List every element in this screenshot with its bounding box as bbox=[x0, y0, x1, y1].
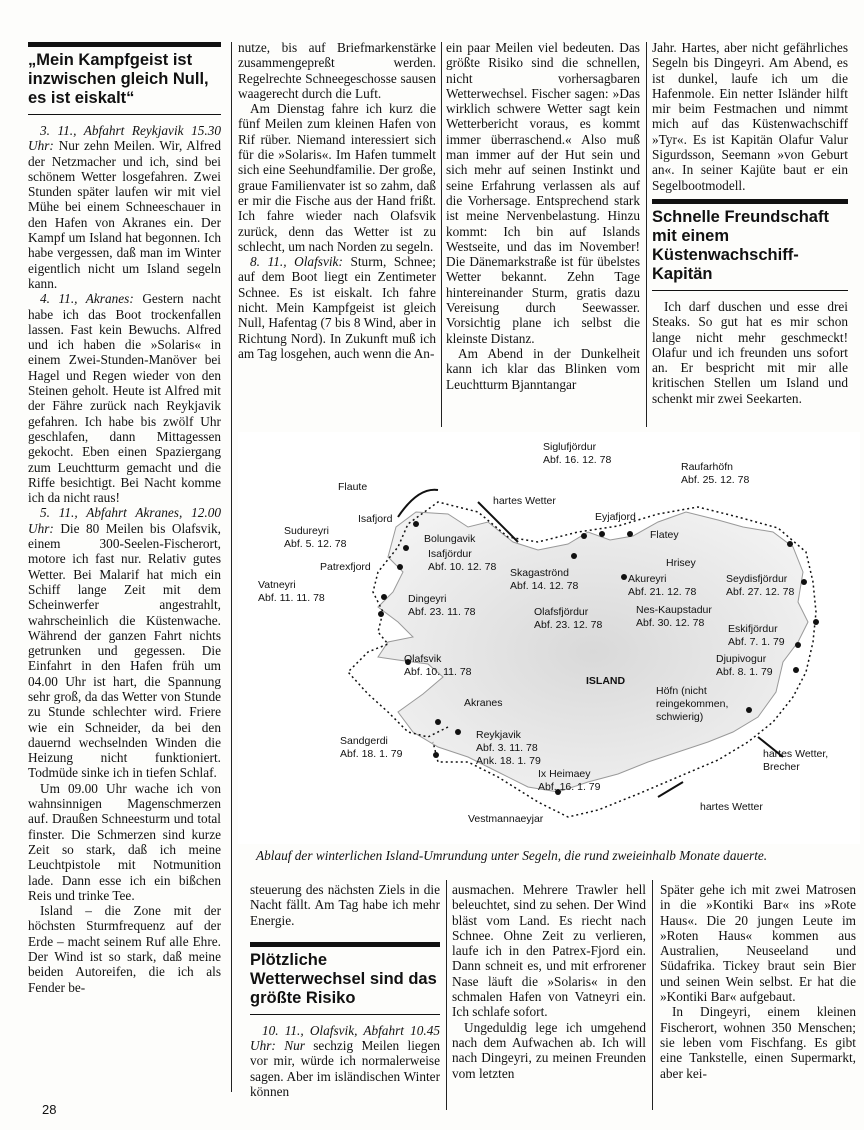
body-text: Jahr. Hartes, aber nicht gefährliches Segeln bis Dingeyri. Am Abend, es ist dunkel, laufe ich um die Hafenmole. Ein netter Isländer hilft mir beim Festmachen und nimmt mich auf das Küstenwachschiff »Tyr«. Es ist Kapitän Olafur Valur Sigurdsson, Seemann »von Geburt an«. In seiner Kajüte baut er ein Segelbootmodell. bbox=[652, 40, 848, 193]
column-4-bottom bbox=[660, 882, 856, 1081]
stop-name: Vatneyri bbox=[258, 579, 296, 591]
stop-name: Siglufjördur bbox=[543, 441, 597, 453]
body-text: ausmachen. Mehrere Trawler hell beleuchtet, sind zu sehen. Der Wind bläst vom Land. Es riecht nach Schnee. Ohne Zeit zu verlieren, laufe ich in den Patrex-Fjord ein. Dann schneit es, und mit erfrorener Nase läuft die »Solaris« in den schmalen Hafen von Vatneyri ein. Ich schlafe sofort. bbox=[452, 882, 646, 1020]
date-entry: 5. 11., Abfahrt Akranes, 12.00 Uhr: bbox=[28, 505, 221, 536]
stop-date: Abf. 7. 1. 79 bbox=[728, 636, 785, 648]
stop-name: Nes-Kaupstadur bbox=[636, 604, 712, 616]
column-2 bbox=[238, 40, 436, 361]
stop-date: Abf. 14. 12. 78 bbox=[510, 580, 579, 592]
date-entry: 4. 11., Akranes: bbox=[40, 291, 134, 307]
stop-date: Abf. 3. 11. 78 bbox=[476, 742, 538, 754]
map-svg bbox=[238, 432, 860, 844]
stop-date: Abf. 16. 1. 79 bbox=[538, 781, 601, 793]
stop-date: reingekommen, bbox=[656, 698, 729, 710]
body-text: Gestern nacht habe ich das Boot trockenfallen lassen. Fast kein Bewuchs. Alfred und ich haben die »Solaris« in einem Zwei-Stunden-Manöver bei Hagel und Regen wieder von den Steinen geholt. Heute ist Alfred mit der Fähre zurück nach Reykjavik gefahren. Ich habe bis zwölf Uhr geschlafen, dann Mittagessen gekocht. Eben einen Spaziergang zum Leuchtturm gemacht und die Riffe besichtigt. Bei Nacht komme ich da nicht raus! bbox=[28, 291, 222, 506]
stop-date: Abf. 23. 11. 78 bbox=[408, 606, 476, 618]
headline-wetterwechsel: Plötzliche Wetterwechsel sind das größte Risiko bbox=[250, 942, 440, 1015]
date-entry: 8. 11., Olafsvik: bbox=[250, 254, 343, 270]
body-text: Am Abend in der Dunkelheit kann ich klar das Blinken vom Leuchtturm Bjanntangar bbox=[446, 345, 640, 392]
stop-name: Skagaströnd bbox=[510, 567, 569, 579]
stop-name: Isafjördur bbox=[428, 548, 472, 560]
body-text: sechzig Meilen liegen vor mir, würde ich normalerweise sagen. Aber im isländischen Winter können bbox=[250, 1038, 440, 1100]
stop-name: Flatey bbox=[650, 529, 679, 541]
label-hartes-wetter-south: hartes Wetter bbox=[700, 801, 763, 813]
column-divider bbox=[646, 42, 647, 427]
date-entry: 10. 11., Olafsvik, Abfahrt 10.45 Uhr: Nur bbox=[250, 1022, 440, 1054]
stop-date: Ank. 18. 1. 79 bbox=[476, 755, 541, 767]
body-text: Sturm, Schnee; auf dem Boot liegt ein Zentimeter Schnee. Es ist eiskalt. Ich fahre nicht. Mein Kampfgeist ist gleich Null, Hafentag (7 bis 8 Wind, aber in Richtung Nord). In Zukunft muß ich am Tag losgehen, auch wenn die An- bbox=[238, 254, 436, 361]
stop-name: Sandgerdi bbox=[340, 735, 388, 747]
body-text: steuerung des nächsten Ziels in die Nacht fällt. Am Tag habe ich mehr Energie. bbox=[250, 882, 440, 928]
stop-name: Akureyri bbox=[628, 573, 667, 585]
label-brecher: Brecher bbox=[763, 761, 800, 773]
stop-name: Vestmannaeyjar bbox=[468, 813, 544, 825]
stop-name: Hrisey bbox=[666, 557, 696, 569]
stop-name: Eyjafjord bbox=[595, 511, 636, 523]
stop-date: Abf. 16. 12. 78 bbox=[543, 454, 612, 466]
column-2-bottom bbox=[250, 882, 440, 1099]
stop-date: Abf. 30. 12. 78 bbox=[636, 617, 705, 629]
stop-name: Isafjord bbox=[358, 513, 393, 525]
stop-name: Raufarhöfn bbox=[681, 461, 733, 473]
body-text: In Dingeyri, einem kleinen Fischerort, wohnen 350 Menschen; sie leben vom Fischfang. Es gibt eine Tankstelle, einen Supermarkt, aber kei- bbox=[660, 1004, 856, 1081]
stop-date: Abf. 8. 1. 79 bbox=[716, 666, 773, 678]
stop-name: Reykjavik bbox=[476, 729, 521, 741]
label-hartes-wetter: hartes Wetter bbox=[493, 495, 556, 507]
body-text: nutze, bis auf Briefmarkenstärke zusammengepreßt werden. Regelrechte Schneegeschosse sausen waagerecht durch die Luft. bbox=[238, 40, 436, 101]
stop-date: Abf. 10. 11. 78 bbox=[404, 666, 472, 678]
body-text: Später gehe ich mit zwei Matrosen in die »Kontiki Bar« ins »Rote Haus«. Die 20 jungen Leute im »Roten Haus« kommen aus Australien, Neuseeland und Südafrika. Tickey braut sein Bier und seinen Wein selbst. Er hat die »Kontiki Bar« aufgebaut. bbox=[660, 882, 856, 1005]
body-text: Am Dienstag fahre ich kurz die fünf Meilen zum kleinen Hafen von Rif rüber. Niemand interessiert sich für die »Solaris«. Im Hafen tummelt sich eine Seehundfamilie. Der große, graue Familienvater ist so zahm, daß er mir die Fische aus der Hand frißt. Ich fahre wieder nach Olafsvik zurück, denn das Wetter ist zu schlecht, um nach Norden zu segeln. bbox=[238, 101, 436, 254]
column-3-bottom bbox=[452, 882, 646, 1081]
label-hartes-wetter-brecher: hartes Wetter, bbox=[763, 748, 829, 760]
page-number: 28 bbox=[42, 1102, 57, 1117]
stop-date: Abf. 25. 12. 78 bbox=[681, 474, 750, 486]
body-text: ein paar Meilen viel bedeuten. Das größte Risiko sind die schnellen, nicht vorhersagbaren Wetterwechsel. Fischer sagen: »Das wirklich schwere Wetter sagt kein Wetterbericht voraus, es kommt immer überraschend.« Also muß man immer auf der Hut sein und sich mehr auf seinen Instinkt und seine Erfahrung verlassen als auf die Vorhersage. Entsprechend stark ist meine Nervenbelastung. Hinzu kommt: Ich bin auf Islands Westseite, und das im November! Die Dänemarkstraße ist für übelstes Wetter bekannt. Zehn Tage hintereinander Sturm, gratis dazu Vereisung durch Seewasser. Vorsichtig plane ich selbst die kleinste Distanz. bbox=[446, 40, 640, 346]
body-text: Ungeduldig lege ich umgehend nach dem Aufwachen ab. Ich will nach Dingeyri, zu meinen Freunden vom letzten bbox=[452, 1019, 646, 1081]
stop-name: Djupivogur bbox=[716, 653, 767, 665]
body-text: Die 80 Meilen bis Olafsvik, einem 300-Seelen-Fischerort, motore ich fast nur. Relativ gutes Wetter. Bei Malarif hat mich ein Schiff lange Zeit mit dem Scheinwerfer angestrahlt, wahrscheinlich die Küstenwache. Während der ganzen Fahrt nichts getrunken und gegessen. Die Einfahrt in den Hafen früh um 04.00 Uhr ist hart, die Spannung sehr groß, da das Wetter von Stunde zu Stunde schlechter wird. Friere wie ein Schneider, da bei den dauernd wechselnden Winden die Heizung nicht funktioniert. Todmüde sinke ich in tiefen Schlaf. bbox=[28, 520, 221, 781]
stop-date: Abf. 27. 12. 78 bbox=[726, 586, 795, 598]
map-caption: Ablauf der winterlichen Island-Umrundung unter Segeln, die rund zweieinhalb Monate dauerte. bbox=[256, 848, 768, 863]
column-divider bbox=[446, 880, 447, 1110]
stop-name: Sudureyri bbox=[284, 525, 329, 537]
headline-freundschaft: Schnelle Freundschaft mit einem Küstenwachschiff-Kapitän bbox=[652, 199, 848, 291]
stop-date: Abf. 5. 12. 78 bbox=[284, 538, 347, 550]
column-3 bbox=[446, 40, 640, 392]
body-text: Um 09.00 Uhr wache ich von wahnsinnigen Magenschmerzen auf. Draußen Schneesturm und total finster. Die Schmerzen sind kurze Zeit so stark, daß ich meine Leuchtpistole mit Notmunition lade. Dann esse ich ein bißchen Reis und trinke Tee. bbox=[28, 780, 221, 903]
stop-name: Patrexfjord bbox=[320, 561, 371, 573]
body-text: Ich darf duschen und esse drei Steaks. So gut hat es mir schon lange nicht mehr geschmeckt! Olafur und ich freunden uns sofort an. Er bespricht mit mir alle kritischen Stellen um Island und schenkt mir zwei Seekarten. bbox=[652, 298, 848, 406]
column-divider bbox=[652, 880, 653, 1110]
stop-date: Abf. 10. 12. 78 bbox=[428, 561, 497, 573]
label-island: ISLAND bbox=[586, 675, 626, 687]
stop-name: schwierig) bbox=[656, 711, 704, 723]
stop-name: Ix Heimaey bbox=[538, 768, 591, 780]
stop-name: Seydisfjördur bbox=[726, 573, 788, 585]
stop-name: Dingeyri bbox=[408, 593, 447, 605]
date-entry: 3. 11., Abfahrt Reykjavik 15.30 Uhr: bbox=[28, 123, 221, 154]
label-flaute: Flaute bbox=[338, 481, 368, 493]
stop-name: Höfn (nicht bbox=[656, 685, 707, 697]
column-1 bbox=[28, 42, 221, 995]
headline-kampfgeist: „Mein Kampfgeist ist inzwischen gleich Null, es ist eiskalt“ bbox=[28, 42, 221, 115]
stop-date: Abf. 11. 11. 78 bbox=[258, 592, 325, 604]
stop-name: Eskifjördur bbox=[728, 623, 778, 635]
iceland-route-map bbox=[238, 432, 860, 844]
stop-name: Bolungavik bbox=[424, 533, 476, 545]
stop-name: Olafsvik bbox=[404, 653, 442, 665]
body-text: Island – die Zone mit der höchsten Sturmfrequenz auf der Erde – macht seinem Ruf alle Ehre. Der Wind ist so stark, daß meine beiden Autoreifen, die ich als Fender be- bbox=[28, 903, 221, 995]
stop-date: Abf. 21. 12. 78 bbox=[628, 586, 697, 598]
column-divider bbox=[441, 42, 442, 427]
stop-name: Akranes bbox=[464, 697, 503, 709]
stop-date: Abf. 18. 1. 79 bbox=[340, 748, 403, 760]
stop-date: Abf. 23. 12. 78 bbox=[534, 619, 603, 631]
body-text: Nur zehn Meilen. Wir, Alfred der Netzmacher und ich, sind bei schönem Wetter losgefahren. Zwei Stunden später laufen wir mit viel Mühe bei einem Schneeschauer in den Hafen von Akranes ein. Der Kampf um Island hat begonnen. Ich habe vergessen, daß man im Winter eigentlich nicht um Island segeln kann. bbox=[28, 138, 221, 291]
column-divider bbox=[231, 42, 232, 1092]
column-4 bbox=[652, 40, 848, 406]
stop-name: Olafsfjördur bbox=[534, 606, 589, 618]
